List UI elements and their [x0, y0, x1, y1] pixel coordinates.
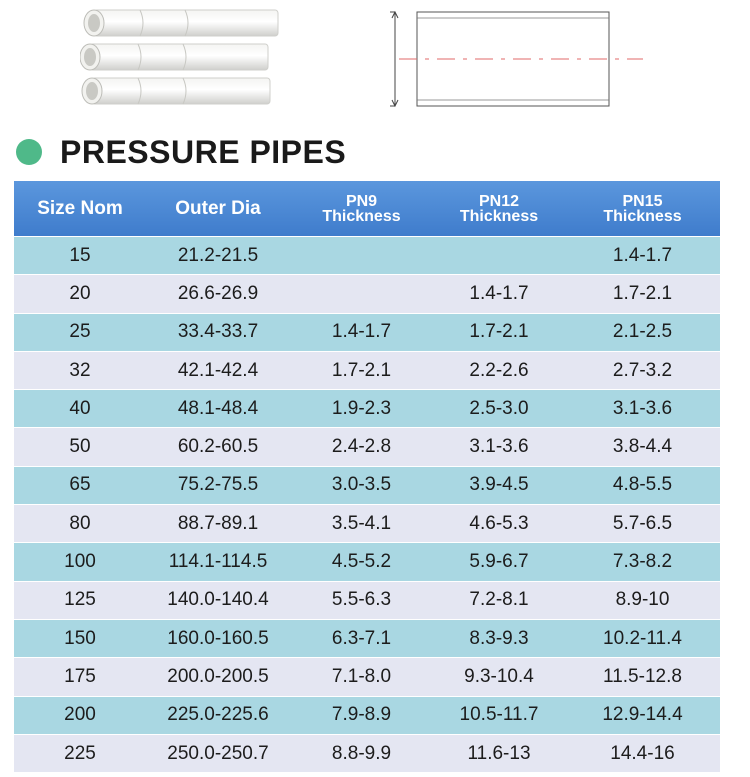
header-pn15-line1: PN15	[622, 192, 663, 210]
cell-outer-dia: 33.4-33.7	[146, 313, 290, 351]
cell-pn9-thickness: 3.5-4.1	[290, 505, 433, 543]
cell-outer-dia: 26.6-26.9	[146, 275, 290, 313]
pressure-pipes-table	[14, 181, 720, 772]
cell-pn12-thickness: 8.3-9.3	[433, 619, 565, 657]
table-row	[14, 351, 720, 389]
header-pn9	[290, 181, 433, 237]
header-pn9-line2: Thickness	[322, 207, 401, 225]
cell-pn15-thickness: 3.1-3.6	[565, 390, 720, 428]
header-outer-dia: Outer Dia	[146, 181, 290, 237]
cell-pn15-thickness: 10.2-11.4	[565, 619, 720, 657]
table-row	[14, 428, 720, 466]
cell-pn12-thickness: 5.9-6.7	[433, 543, 565, 581]
table-header-row	[14, 181, 720, 237]
table-row	[14, 543, 720, 581]
cell-pn15-thickness: 7.3-8.2	[565, 543, 720, 581]
cell-outer-dia: 48.1-48.4	[146, 390, 290, 428]
cell-outer-dia: 21.2-21.5	[146, 237, 290, 275]
cell-pn9-thickness: 6.3-7.1	[290, 619, 433, 657]
cell-pn9-thickness: 1.7-2.1	[290, 351, 433, 389]
cell-size-nom: 175	[14, 658, 146, 696]
table-row	[14, 505, 720, 543]
cell-outer-dia: 42.1-42.4	[146, 351, 290, 389]
table-row	[14, 275, 720, 313]
pipe-3	[82, 78, 270, 104]
cell-size-nom: 32	[14, 351, 146, 389]
cell-pn15-thickness: 11.5-12.8	[565, 658, 720, 696]
cell-pn9-thickness	[290, 275, 433, 313]
pipes-photo	[80, 4, 280, 114]
cell-size-nom: 65	[14, 466, 146, 504]
table-row	[14, 619, 720, 657]
cell-size-nom: 15	[14, 237, 146, 275]
pipe-2	[80, 44, 268, 70]
cell-outer-dia: 88.7-89.1	[146, 505, 290, 543]
cell-pn9-thickness: 1.9-2.3	[290, 390, 433, 428]
cell-size-nom: 25	[14, 313, 146, 351]
cell-size-nom: 50	[14, 428, 146, 466]
header-pn12-line1: PN12	[478, 192, 520, 210]
table-row	[14, 390, 720, 428]
cell-pn15-thickness: 2.1-2.5	[565, 313, 720, 351]
header-pn12-line2: Thickness	[459, 207, 539, 225]
cell-outer-dia: 160.0-160.5	[146, 619, 290, 657]
table-row	[14, 581, 720, 619]
cell-outer-dia: 225.0-225.6	[146, 696, 290, 734]
cell-outer-dia: 60.2-60.5	[146, 428, 290, 466]
cell-pn9-thickness: 5.5-6.3	[290, 581, 433, 619]
cell-pn15-thickness: 2.7-3.2	[565, 351, 720, 389]
table-row	[14, 658, 720, 696]
cell-pn9-thickness: 3.0-3.5	[290, 466, 433, 504]
header-pn9-line1: PN9	[345, 192, 378, 210]
cell-pn15-thickness: 3.8-4.4	[565, 428, 720, 466]
cell-pn12-thickness: 1.4-1.7	[433, 275, 565, 313]
cell-pn9-thickness: 1.4-1.7	[290, 313, 433, 351]
table-row	[14, 734, 720, 772]
cell-pn15-thickness: 12.9-14.4	[565, 696, 720, 734]
cell-pn15-thickness: 8.9-10	[565, 581, 720, 619]
cell-pn12-thickness: 3.9-4.5	[433, 466, 565, 504]
cell-pn12-thickness: 7.2-8.1	[433, 581, 565, 619]
cell-pn12-thickness: 2.5-3.0	[433, 390, 565, 428]
cell-pn15-thickness: 1.4-1.7	[565, 237, 720, 275]
cell-pn9-thickness: 7.9-8.9	[290, 696, 433, 734]
pipe-technical-drawing	[385, 10, 645, 110]
cell-pn9-thickness: 7.1-8.0	[290, 658, 433, 696]
green-dot-icon	[16, 139, 42, 165]
cell-outer-dia: 75.2-75.5	[146, 466, 290, 504]
cell-size-nom: 200	[14, 696, 146, 734]
cell-pn12-thickness: 9.3-10.4	[433, 658, 565, 696]
cell-outer-dia: 140.0-140.4	[146, 581, 290, 619]
cell-pn9-thickness: 4.5-5.2	[290, 543, 433, 581]
section-heading	[16, 130, 346, 174]
cell-pn9-thickness	[290, 237, 433, 275]
table-row	[14, 313, 720, 351]
cell-pn12-thickness: 2.2-2.6	[433, 351, 565, 389]
cell-size-nom: 225	[14, 734, 146, 772]
product-images	[0, 0, 750, 125]
header-size-nom: Size Nom	[14, 181, 146, 237]
cell-pn9-thickness: 8.8-9.9	[290, 734, 433, 772]
cell-size-nom: 150	[14, 619, 146, 657]
header-pn12	[433, 181, 565, 237]
cell-size-nom: 40	[14, 390, 146, 428]
cell-size-nom: 125	[14, 581, 146, 619]
cell-pn12-thickness: 3.1-3.6	[433, 428, 565, 466]
table-row	[14, 466, 720, 504]
cell-pn15-thickness: 5.7-6.5	[565, 505, 720, 543]
cell-pn9-thickness: 2.4-2.8	[290, 428, 433, 466]
cell-outer-dia: 200.0-200.5	[146, 658, 290, 696]
cell-size-nom: 20	[14, 275, 146, 313]
cell-size-nom: 100	[14, 543, 146, 581]
header-pn15-line2: Thickness	[603, 207, 682, 225]
table-row	[14, 696, 720, 734]
cell-size-nom: 80	[14, 505, 146, 543]
header-pn15	[565, 181, 720, 237]
pipe-1	[84, 10, 278, 36]
page-title: PRESSURE PIPES	[60, 133, 347, 170]
cell-pn15-thickness: 1.7-2.1	[565, 275, 720, 313]
cell-pn15-thickness: 4.8-5.5	[565, 466, 720, 504]
cell-pn12-thickness: 1.7-2.1	[433, 313, 565, 351]
cell-pn12-thickness	[433, 237, 565, 275]
cell-pn12-thickness: 11.6-13	[433, 734, 565, 772]
cell-outer-dia: 250.0-250.7	[146, 734, 290, 772]
table-body	[14, 237, 720, 773]
cell-pn15-thickness: 14.4-16	[565, 734, 720, 772]
cell-outer-dia: 114.1-114.5	[146, 543, 290, 581]
cell-pn12-thickness: 4.6-5.3	[433, 505, 565, 543]
table-row	[14, 237, 720, 275]
cell-pn12-thickness: 10.5-11.7	[433, 696, 565, 734]
